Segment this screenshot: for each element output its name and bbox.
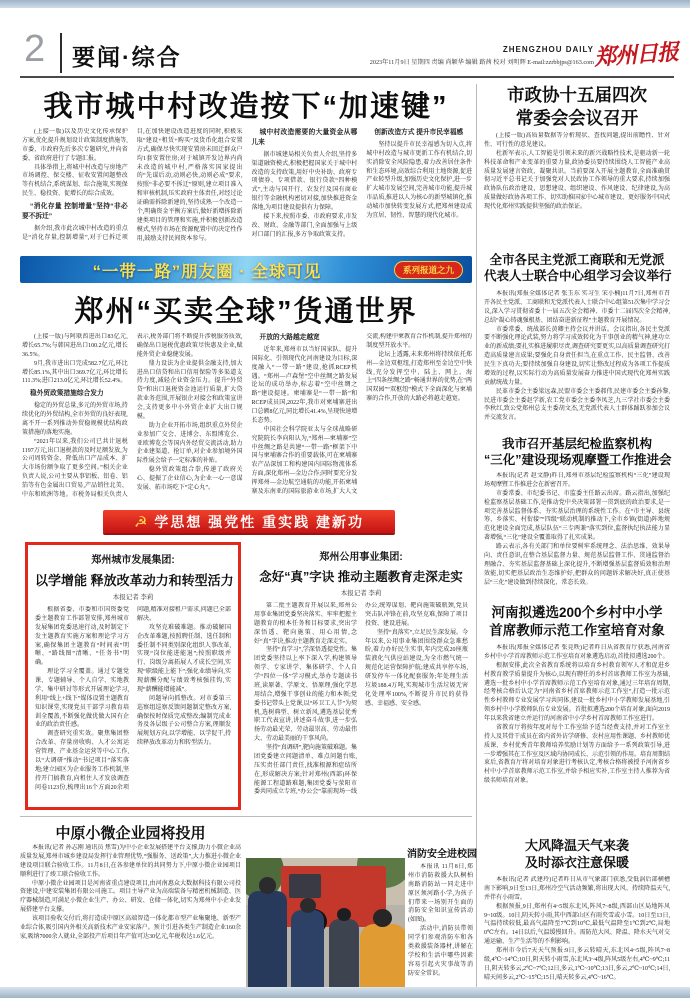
series-banner-title: “一带一路”朋友圈 · 全球可见	[92, 262, 322, 281]
body-paragraph: 根据安排,此次全省教育系统将以培育乡村教育领军人才和促进乡村教育教学质量提升为核心,以现有聘任的乡村首席教师工作室为基础,遴选一批乡村中小学首席教师示范工作室培育对象,通过三年培育周期,经考核合格后认定为“河南省乡村首席教师示范工作室”,打造一批示范性乡村教师专业发展学习共同体,建设一批乡村中小学教师发展基地,引领乡村中小学教师队伍专业发展。首批拟遴选200个培育对象,面向2019年以来我省建立并运行的河南省中小学乡村首席教师工作室进行。	[484, 662, 670, 722]
body-paragraph: (上接一版)以及历史文化传承保护方案,优化提升规划设计政策制度措施等,市委、市政府先后多次专题研究,并向省委、省政府进行了专题汇报。	[22, 129, 128, 162]
chengfa-kicker: 郑州城市发展集团:	[91, 555, 175, 566]
jiceng-headline	[484, 436, 670, 469]
body-paragraph: (上接一版)高质量数据等分析现状、查找问题,提出前瞻性、针对性、可行性的意见建议。	[484, 133, 670, 148]
parties-headline	[484, 252, 670, 285]
body-paragraph: 活动中,消防员带领同学们参观消防车和各类救援装备器材,讲解在学校和生活中哪些因素容易引起火灾事故等消防安全常识。	[408, 926, 473, 977]
body-paragraph: 论坛上透露,未来郑州将持续依托郑州—金边双枢纽,打造郑州至金边空中快线,充分发挥空中、陆上、网上、海上“四条丝绸之路”畅通世界的优势,在“两国双园”“双枢纽”模式下全面深化与柬埔寨的合作,开放的大路必将越走越宽。	[366, 351, 472, 403]
body-paragraph: 具体举措上,将城中村改造与房地产市场调控、保交楼、征收安置问题整改等有机结合,系统谋划、综合施策,实现保民生、稳投资、促增长的综合成效。	[22, 164, 128, 198]
chengfa-article-box	[25, 542, 241, 810]
headline-line: 大风降温天气来袭	[524, 838, 629, 853]
body-paragraph: “2021年以来,我们公司已共计退税1197万元,出口退税款的及时足额发放,为公司周转资金、降低出口产品成本、扩大市场份额争取了更多空间。”相关企业负责人说,公司主要从事铝板、铝卷、铝箔等有色金属出口贸易,产品销往北美、中东和欧洲等地。市税务局相关负责人表示,税务部门将不断提升涉税服务质效,确保出口退税优惠政策尽快惠及企业,赋能外贸企业稳健发展。	[22, 334, 243, 498]
body-subhead: 稳外贸政策措施综合发力	[30, 390, 104, 398]
silk-headline: 郑州“买卖全球”货通世界	[74, 296, 418, 328]
weather-headline	[484, 838, 670, 872]
body-paragraph: 坚持“真落实”,立足民生深发展。今年以来,公用事业集团围绕群众急难愁盼,着力办好民生实事,年内完成20座瓶装液化气供应站建设,为全市燃气统一规范化运营保障护航;建成共享停车场,研发停车一体化配套服务;年处理生活垃圾188.4万吨,实现城市生活垃圾无害化处理率100%,不断提升市民的获得感、幸福感、安全感。	[365, 629, 468, 707]
photo-student-orange	[360, 924, 405, 996]
body-paragraph: 稳外贸政策组合拳,传递了政府关心、提振了企业信心,为企业一心一意谋发展、拓市场吃下“定心丸”。	[136, 467, 243, 491]
body-subhead: 城中村改造需要的大量资金从哪儿来	[251, 129, 358, 146]
body-paragraph: 助力企业开拓市场,组织重点外贸企业参加广交会、进博会、东盟博览会、亚欧博览会等国内外经贸交流活动,助力企业建渠道、抢订单,对企业参加境外国际性展会给予一定标准的补贴。	[136, 422, 243, 465]
teachers-headline	[484, 604, 670, 639]
page-edge-top	[0, 0, 690, 8]
body-paragraph: 据介绍,我市此次城中村改造的重点是“消化存量,控制增量”,对于已拆迁项目,在加快建设改造进度的同时,积极采取“建设+租赁+购买”及货币化组合安置方式,确保尽快实现安置房未回迁群众户均1套安置住房;对于城镇开发边界内尚未改造的城中村,严格落实国家提出的“先谋后动,动则必快,动则必成”要求,按照“非必要不拆迁”原则,建立项目准入和审核机制,压实政府主体责任,对经过论证确需拆除新建的,坚持成熟一个改造一个,明确资金平衡方案后,做好新增拆除新建类项目的管理和实施,并积极创新改造模式,坚持市场在资源配置中的决定性作用,鼓励支持民间资本参与。	[22, 129, 243, 242]
headline-line: 我市召开基层纪检监察机构	[501, 437, 652, 451]
chengfa-body	[35, 606, 231, 802]
body-paragraph: 本报讯(记者 武建玲)记者昨日从市气象部门获悉,受低涡后部横槽南下影响,9日至13日,郑州冷空气活动频繁,将出现大风、持续降温天气,并伴有小雨雪。	[484, 877, 670, 901]
dateline: 2023年11月9日 星期四 责编 尚颖华 编辑 路茜 校对 刘明辉 E-mail:zzrbbjps@163.com	[369, 59, 594, 66]
body-paragraph: 问题导向抓整改。对市委第三巡察组巡察反馈问题制定整改方案,确保按时保质完成整改;编制完成业务及各层级子公司整合方案,理顺发展规划方向,以学增能、以学促干,持续释放改革动力和转型活力。	[137, 695, 231, 747]
headline-line: 市政协十五届四次	[507, 85, 647, 105]
headline-line: 代表人士联合中心组学习会议举行	[484, 269, 672, 284]
headline-line: 河南拟遴选200个乡村中小学	[491, 605, 663, 620]
theme-banner-label: 学思想 强党性 重实践 建新功	[154, 513, 365, 530]
body-paragraph: 本报讯(郑报全媒体记者 张玉东 实习生 宋小楠)11月7日,郑州市召开各民主党派、工商联和无党派代表人士联合中心组第51次集中学习会议,深入学习贯彻省委十一届五次全会精神、市委十二届四次全会精神,总结“凝心铸魂强根基、团结奋进新征程”主题教育开展情况。	[484, 291, 670, 324]
chengfa-headline: 以学增能 释放改革动力和转型活力	[35, 573, 234, 588]
body-paragraph: 根据省委、市委和市国资委党委主题教育工作部署安排,郑州城市发展集团党委迅速行动,及时制定下发主题教育实施方案和理论学习方案,确保集团主题教育“时间表”明晰、“路线图”清晰、“任务书”明确。	[35, 607, 129, 667]
photo-student	[291, 910, 324, 996]
body-paragraph: 根据预报,9日,郑州有4~5级东北风,阵风7~8级,西部山区局地阵风9~10级。10日,阴天转小雨,其中西部山区有雨夹雪或小雪。10日至13日,气温持续较低,最高气温降至7℃到10℃,最低气温降至1℃到2℃,局地0℃左右。14日以后,气温缓慢回升。需防范大风、降温、降水天气对交通运输、生产生活等的不利影响。	[484, 903, 670, 946]
body-paragraph: 第二批主题教育开展以来,郑州公用事业集团党委坚决落实、牢牢把握主题教育的根本任务和目标要求,突出学深悟透、靶向施策、用心用情,念好“真”字诀,推动主题教育走深走实。	[254, 603, 357, 645]
body-paragraph: 本报讯 11月8日,郑州市消防救援大队桐柏南路消防站一同走进中原区须河路小学,为孩子们带来一场别开生面的消防安全知识宣传活动(如图)。	[408, 864, 473, 924]
party-emblem-icon: ☭	[133, 512, 148, 531]
body-paragraph: 郑州市今后7天天气预报:9日,多云转晴天,东北风4~5级,阵风7~8级,4℃~14℃;10日,阴天转小雨雪,东北风3~4级,阵风5级左右,4℃~9℃;11日,阴天转多云,2℃~7℃;12日,多云,1℃~10℃;13日,多云,2℃~10℃;14日,晴天间多云,2℃~15℃;15日,晴天转多云,4℃~16℃。	[484, 948, 670, 981]
body-paragraph: 近年来,郑州市以当好国家队、提升国际化、引领现代化河南建设为目标,深度融入“一带一路”建设,抢抓RCEP机遇。“郑州—卢森堡”空中丝绸之路发展论坛的成功举办,标志着“空中丝绸之路”建设提速。柬埔寨是“一带一路”和RCEP成员国,2022年,我市对柬埔寨进出口总额8亿元,同比增长41.4%,呈现快速增长态势。	[251, 346, 358, 424]
body-subhead: 创新改造方式 提升市民幸福感	[374, 129, 464, 136]
body-paragraph: 市委常委、市纪委书记、市监委主任路云出席。路云指出,加强纪检监察基层基础工作,是推动党中央决策部署一贯到底的政治要求,是一项完善基层监督体系、夯实基层治理的系统性工作。在“市主导、县统筹、乡落实、村衔接”“四级”联动机制的推动下,全市乡镇(街道)阵地规范化建设全面完成,基层队伍“三专两兼”落实到位,监督执纪执法能力显著增强,“三化”建设全覆盖取得了扎实成果。	[484, 490, 670, 542]
body-paragraph: 该项目验收交付后,将打造成中原区高端智造一体化都市型产业集聚地、新型产业综合体,吸引国内外相关高新技术产业安家落户。预计引进各类生产制造企业160余家,吸纳7000余人就业,全部投产后项目年产值可达30亿元,年税收达1.6亿元。	[20, 916, 241, 940]
header-divider	[60, 33, 62, 73]
section-title: 要闻·综合	[72, 44, 182, 70]
body-paragraph: 稳定的外贸总量,多元的外贸市场,持续优化的外贸结构,全市外贸的良好表现,离不开一系列推动外贸稳规模优结构政策措施的落地实施。	[22, 403, 128, 436]
chengfa-byline: 本报记者 李莉	[112, 594, 154, 601]
zhengxie-headline	[484, 84, 670, 130]
body-paragraph: 杜新军表示,人工智能是引领未来的新兴战略性技术,是驱动新一轮科技革命和产业变革的重要力量,政协委员要持续围绕人工智能产业高质量发展建言资政、凝聚共识。当前要深入开展主题教育,全面准确贯彻习近平总书记关于加强党对人民政协工作领导的重大要求,持续加强政协队伍政治建设、思想建设、组织建设、作风建设、纪律建设,为高质量做好政协各项工作、切实助推国家中心城市建设、更好服务中国式现代化郑州实践提供坚强的政治保证。	[484, 150, 670, 210]
body-paragraph: 接下来,按照市委、市政府要求,市发改、财政、金融等部门,全面加强与上级对口部门的汇报,多方争取政策支持。	[251, 213, 358, 238]
main-headline: 我市城中村改造按下“加速键”	[43, 91, 449, 123]
newspaper-logo: 郑州日报	[593, 39, 679, 70]
body-paragraph: 本报讯(记者 赵文静)昨日,郑州市基层纪检监察机构“三化”建设现场观摩暨工作推进会在新密召开。	[484, 473, 670, 488]
body-subhead: “消化存量 控制增量”坚持“非必要不拆迁”	[22, 203, 128, 220]
zhengxie-body	[484, 132, 670, 244]
parties-body	[484, 290, 670, 428]
body-paragraph: 理论学习全覆盖。通过专题党课、专题辅导、个人自学、实地教学、集中研讨等形式开展理论学习,利用“线上+线下”媒体设置主题教育知识课堂,实现党员干部学习教育培训全覆盖,不断强化做优做大国有企业的政治责任感。	[35, 669, 129, 729]
body-paragraph: 9月,我市进出口完成582.7亿元,环比增长85.1%,其中出口369.7亿元,环比增长111.3%;进口213.0亿元,环比增长52.4%。	[22, 360, 128, 385]
truck-window	[289, 874, 320, 898]
headline-line: “三化”建设现场观摩暨工作推进会	[484, 453, 672, 468]
headline-line: 全市各民主党派工商联和无党派	[489, 253, 665, 267]
photo-student-head	[259, 877, 276, 894]
body-subhead: 开放的大路越走越宽	[259, 334, 320, 341]
jiceng-body	[484, 472, 670, 598]
news-photo	[246, 858, 405, 996]
fire-headline: 消防安全进校园	[407, 849, 477, 860]
silk-article-body	[22, 333, 472, 505]
body-paragraph: 路云表示,各有关部门和单位要树牢系统理念、法治思维、效果导向、责任意识,在整合基层监督力量、规范基层监督工作、贯通监督治理融合、夯实基层监督基础上深化提升,不断增强基层监督质效和治理效能,切实把基层政治生态维护好,把群众的问题诉求解决好,真正使基层“三化”建设做到持续深化、常态长效。	[484, 544, 670, 586]
page-number: 2	[24, 28, 46, 70]
photo-student	[329, 919, 359, 996]
weather-body	[484, 876, 670, 988]
body-paragraph: 省教育厅将按年度对每个工作室给予适当经费支持,并对工作室主持人及其骨干成员在省内省外访学研修、农村应用性课题、乡村教师优质课、乡村优秀青年教师培养奖励计划等方面给予一系列政策引导,进一步增强其在工作室及区域内协同成长、示范引领的作用。培育周期结束后,省教育厅将对培育对象进行考核认定,考核合格将被授予河南省乡村中小学首席教师示范工作室,并给予相应实补,工作室主持人推荐为省级名师培育对象。	[484, 724, 670, 785]
gongyong-byline: 本报记者 李莉	[340, 590, 382, 597]
body-paragraph: 民革市委会主委梁远森,民盟市委会主委郝伟,民建市委会主委孙黎,民进市委会主委赵学新,农工党市委会主委李凤芝,九三学社市委会主委李秋红,致公党郑州总支主委胡文杰,无党派代表人士群体踊跃参加会议并交流发言。	[484, 388, 670, 422]
body-paragraph: 据市城建局相关负责人介绍,坚持多渠道融资模式,积极把握国家关于城中村改造的支持政策,用好中央补助、政府专项债券、专项借款、银行贷款“四种模式”,主动与国开行、农发行及国有商业银行等金融机构密切对接,加快推进资金落地,为项目建设提供有力保障。	[251, 151, 358, 212]
body-paragraph: (上接一版)与阿联酋进出口83亿元,增长65.7%;与韩国进出口100.2亿元,增长36.5%。	[22, 334, 128, 358]
main-article-body	[22, 128, 472, 244]
header-rule	[20, 76, 674, 78]
body-paragraph: 中国社会科学院亚太与全球战略研究院院长李向阳认为,“郑州—柬埔寨”空中丝绸之路是共建“一带一路”框架下中国与柬埔寨合作的重要载体,可在柬埔寨农产品深加工和构建国内国际物流体系方面,深化郑州—金边合作;同时要充分发挥郑州—金边航空通航的功能,开拓柬埔寨及东南亚的国际旅游业市场,扩大人文交流,构建中柬教育合作机制,提升郑州的制度型开放水平。	[251, 334, 472, 495]
series-banner	[20, 256, 472, 283]
theme-education-banner	[103, 510, 395, 533]
body-paragraph: 中原小微企业园项目是河南省重点建设项目,由河南惠众大数据科技有限公司投资建设,中建安装集团有限公司施工。项目主导产业为高端装备与精密机械制造、医疗器械制造,可满足小微企业生产、办公、研发、仓储一体化,切实为郑州中小企业发展搭建平台支撑。	[20, 880, 241, 914]
gongyong-kicker: 郑州公用事业集团:	[319, 552, 403, 563]
body-paragraph: 攻坚克难破难题。推动破解国企改革难题,按照聘任制、选任制和委任制不同类别深化组织人事改革,实现“岗位能进能退”;按照职级并行、岗级分离拓展人才成长空间,实现“职级能上能下”;强化业绩导向,实现薪酬分配与绩效考核强挂钩,实现“薪酬能增能减”。	[137, 624, 231, 693]
body-paragraph: 坚持“真学习”,学深悟透提党性。集团党委坚持以上率下深入学,构建领导领学、专家讲学、集体研学、个人自学“四位一体”学习模式,举办专题读书班,读原著、学原文、悟原理,强化学思用结合,增强干事创业的能力和本领;党委书记带头上党课,以“环卫工人节”为契机,选树典型、树立新风,遴选基层优秀职工代表宣讲,讲述奋斗故事,进一步弘扬劳动最光荣、劳动最崇高、劳动最伟大、劳动最美丽的干事风尚。	[254, 647, 357, 743]
masthead-english: ZHENGZHOU DAILY	[502, 45, 594, 54]
body-paragraph: 本报讯(郑报全媒体记者 张竞昳)记者昨日从省教育厅获悉,河南省乡村中小学首席教师示范工作室培育对象遴选启动,首批拟遴选200个。	[484, 645, 670, 660]
page-edge-bottom	[0, 987, 690, 998]
headline-line: 常委会会议召开	[515, 107, 639, 128]
park-body	[20, 844, 241, 994]
body-paragraph: 市委常委、统战部长黄卿主持会议并讲话。会议指出,各民主党派要不断强化理论武装,努力将学习成效转化为干事创业的精气神,建功立业的新成绩;要扎实推进履职尽责,调查研究要更实,以高质量调查研究打造高质量建言成果;要强化自身责任担当,在重点工作、民主监督、改善民生下真功夫;要持续加强自身建设,切实让整改过程成为各项工作提质增效的过程,以实际行动为高质量发展奋力推进中国式现代化郑州实践贡献统战力量。	[484, 326, 670, 386]
park-headline: 中原小微企业园将投用	[55, 825, 206, 842]
gongyong-body	[254, 602, 468, 802]
gongyong-article	[252, 542, 470, 810]
photo-student-head	[300, 898, 316, 913]
headline-line: 首席教师示范工作室培育对象	[489, 622, 665, 638]
body-paragraph: 鼎力设法为企业提供金融支持,加大进出口信贷和出口信用保险等多渠道支持力度,减轻企业资金压力。提升“外贸贷”和出口退税资金池运行质量,扩大贷款业务范围,开展银企对接会和政策宣讲会,支持更多中小外贸企业扩大出口规模。	[136, 360, 243, 420]
body-paragraph: 坚持“真调研”,靶向施策破难题。集团党委建立问题清单、难点问题台账,压实责任部门责任,找准根源和症结所在,形成解决方案;针对郑州(西部)环保能源工程道路难题,集团党委与荥阳市委共同成立专班,“办公会”靠前现场一线办公,统筹谋划、靶向施策破瓶颈,党员突击队冲锋在前,攻坚克难,保障了项目投资、建设进展。	[254, 603, 468, 796]
teachers-body	[484, 644, 670, 824]
headline-line: 及时添衣注意保暖	[524, 854, 629, 870]
body-paragraph: 本报讯(记者 孙志刚 通讯员 焦雪)为中小企业发展搭建平台支撑,助力小微企业高质量发展,郑州市城乡建设局发挥行业管理优势,“强服务、送政策”,大力推进小微企业建设项目联合验收工作。11月8日,在各参建单位的共同努力下,中原小微企业园项目顺利进行了竣工联合验收工作。	[20, 845, 241, 878]
section-rule	[20, 816, 472, 817]
fire-body	[408, 863, 473, 993]
series-badge: 系列报道之九	[394, 261, 463, 279]
gongyong-headline: 念好“真”字诀 推动主题教育走深走实	[259, 570, 463, 584]
body-paragraph: 调查研究重实效。聚焦集团整合改革、存量房收购、人才公寓运营管理、产业基金运营等中心工作,以“大调研”推动“书记项目”落实落地;建立园区为企业服务工作机制,坚持开门搞教育,向租住人才发放调查问卷1123份,梳理出16个方面20余项问题,精准对接租户需求,问题已全部解决。	[35, 607, 231, 791]
body-paragraph: 坚持以提升市民幸福感为切入点,将城中村改造与城市更新工作有机结合,切实消除安全风险隐患,着力改善居住条件和生态环境,高效综合利用土地资源,促进产业转型升级,加强历史文化保护,进一步扩大城市发展空间,完善城市功能,提升城市品质,推进以人为核心的新型城镇化,推动城市加快转变发展方式,把郑州建设成为宜居、韧性、智慧的现代化城市。	[366, 141, 472, 219]
photo-student	[248, 891, 288, 996]
